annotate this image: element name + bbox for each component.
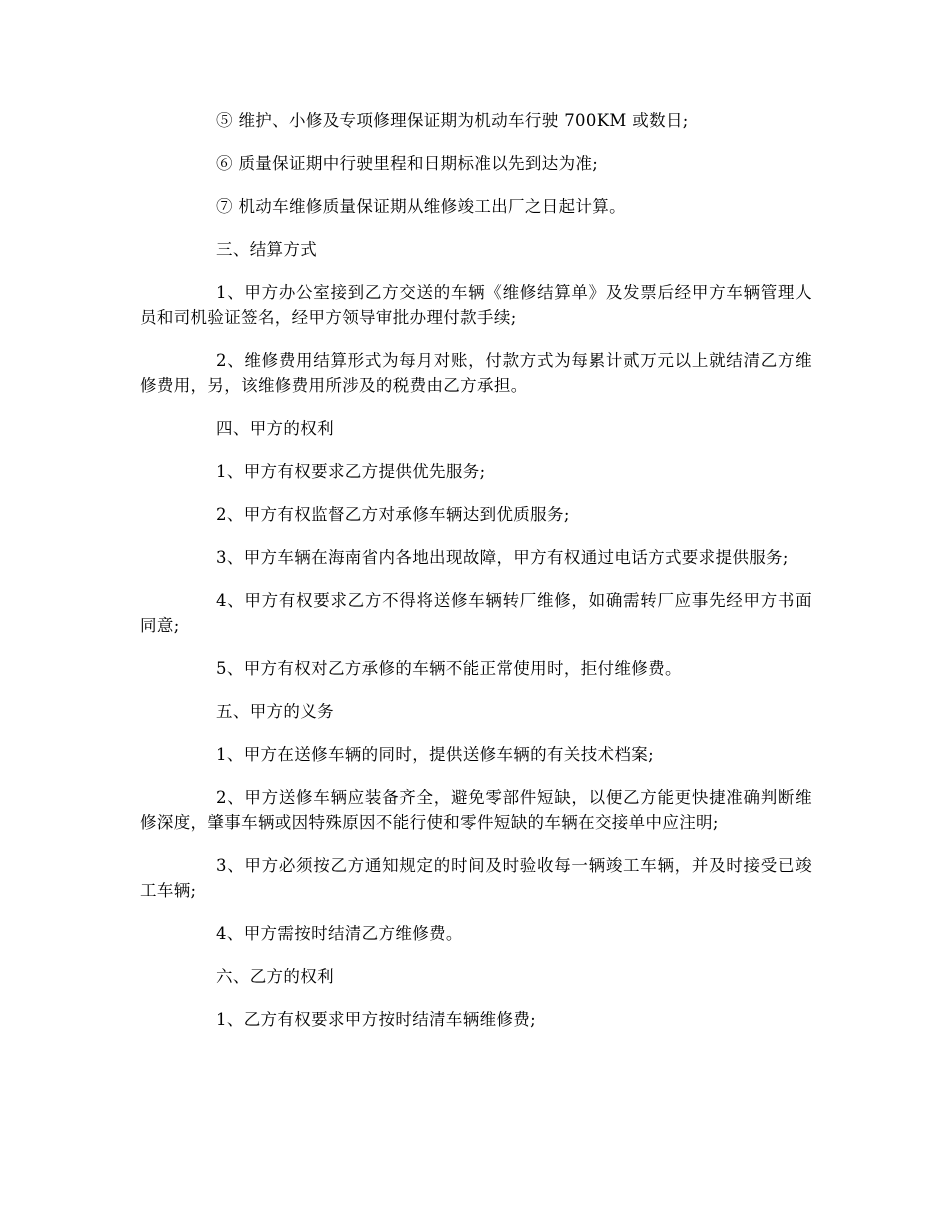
clause-item: 3、甲方必须按乙方通知规定的时间及时验收每一辆竣工车辆，并及时接受已竣工车辆; bbox=[140, 856, 812, 900]
section-heading: 四、甲方的权利 bbox=[216, 419, 334, 438]
clause-item: 2、维修费用结算形式为每月对账，付款方式为每累计贰万元以上就结清乙方维修费用，另，该维修费用所涉及的税费由乙方承担。 bbox=[140, 351, 812, 395]
clause-item: 1、甲方在送修车辆的同时，提供送修车辆的有关技术档案; bbox=[216, 745, 655, 764]
clause-item: 5、甲方有权对乙方承修的车辆不能正常使用时，拒付维修费。 bbox=[216, 659, 682, 678]
clause-item: 2、甲方有权监督乙方对承修车辆达到优质服务; bbox=[216, 505, 570, 524]
clause-item: ⑤ 维护、小修及专项修理保证期为机动车行驶 700KM 或数日; bbox=[216, 111, 689, 130]
clause-item: 1、甲方有权要求乙方提供优先服务; bbox=[216, 462, 486, 481]
section-heading: 三、结算方式 bbox=[216, 240, 318, 259]
document-body bbox=[140, 108, 812, 1050]
clause-item: 4、甲方有权要求乙方不得将送修车辆转厂维修，如确需转厂应事先经甲方书面同意; bbox=[140, 591, 812, 635]
section-heading: 五、甲方的义务 bbox=[216, 702, 334, 721]
clause-item: 1、乙方有权要求甲方按时结清车辆维修费; bbox=[216, 1010, 537, 1029]
clause-item: 4、甲方需按时结清乙方维修费。 bbox=[216, 924, 463, 943]
clause-item: 2、甲方送修车辆应装备齐全，避免零部件短缺，以便乙方能更快捷准确判断维修深度，肇事车辆或因特殊原因不能行使和零件短缺的车辆在交接单中应注明; bbox=[140, 788, 812, 832]
clause-item: ⑥ 质量保证期中行驶里程和日期标准以先到达为准; bbox=[216, 154, 599, 173]
section-heading: 六、乙方的权利 bbox=[216, 967, 334, 986]
clause-item: 3、甲方车辆在海南省内各地出现故障，甲方有权通过电话方式要求提供服务; bbox=[216, 548, 789, 567]
clause-item: ⑦ 机动车维修质量保证期从维修竣工出厂之日起计算。 bbox=[216, 197, 626, 216]
clause-item: 1、甲方办公室接到乙方交送的车辆《维修结算单》及发票后经甲方车辆管理人员和司机验证签名，经甲方领导审批办理付款手续; bbox=[140, 283, 812, 327]
